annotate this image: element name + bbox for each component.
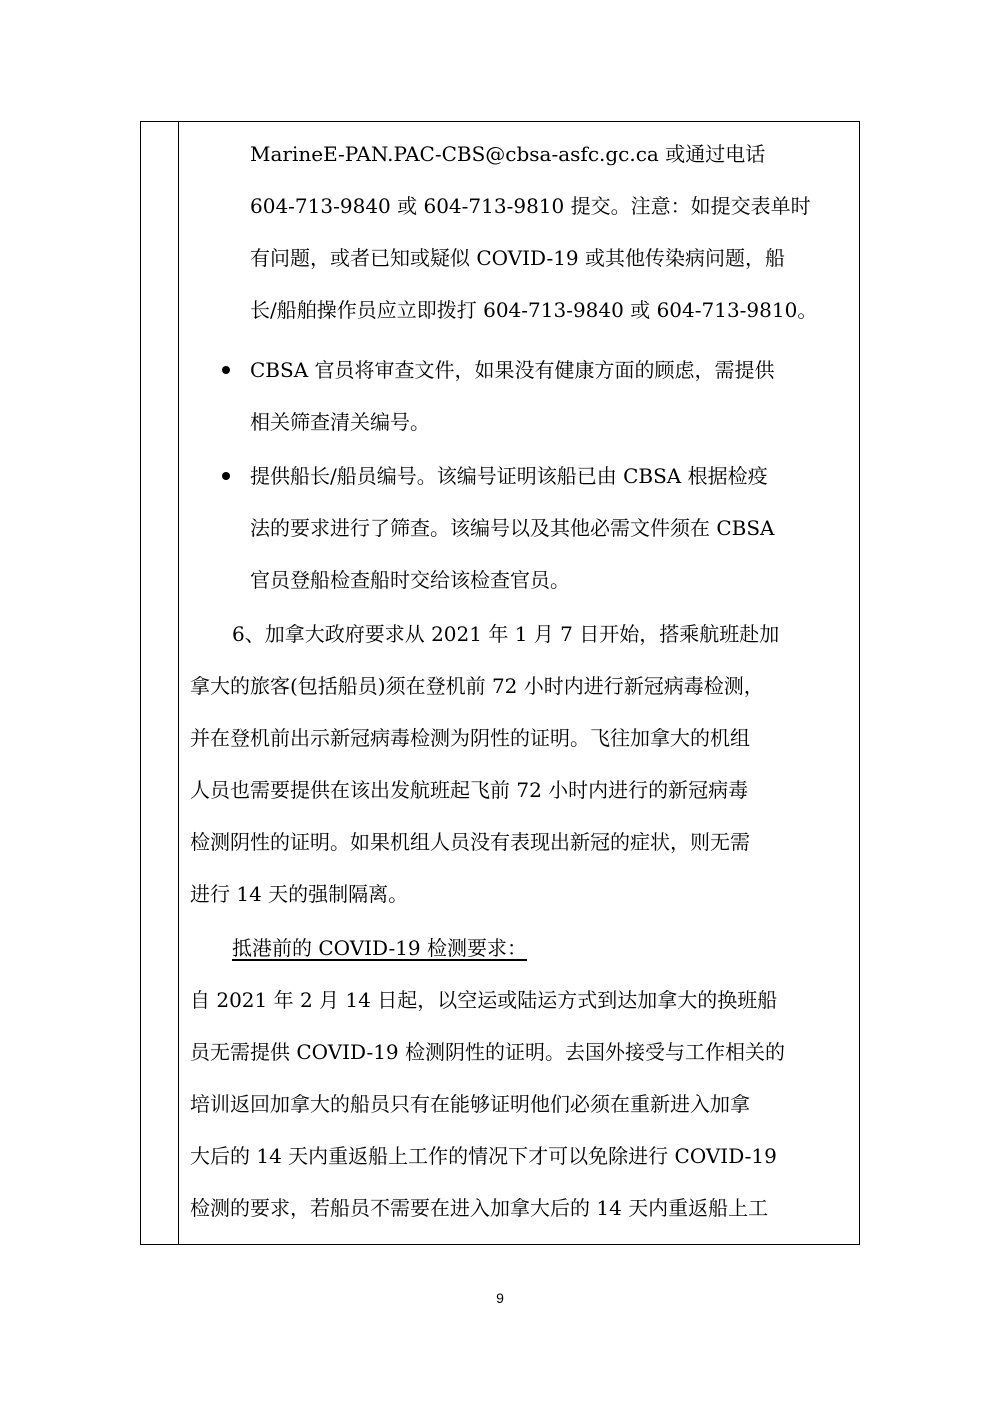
text-line: 604-713-9840 或 604-713-9810 提交。注意：如提交表单时 (250, 194, 811, 218)
paragraph-line: 大后的 14 天内重返船上工作的情况下才可以免除进行 COVID-19 (190, 1144, 777, 1168)
section6-line: 检测阴性的证明。如果机组人员没有表现出新冠的症状，则无需 (190, 830, 750, 854)
section6-line: 并在登机前出示新冠病毒检测为阴性的证明。飞往加拿大的机组 (190, 726, 750, 750)
bullet-text-line: 相关筛查清关编号。 (250, 410, 430, 434)
paragraph-line: 自 2021 年 2 月 14 日起，以空运或陆运方式到达加拿大的换班船 (190, 988, 778, 1012)
bullet-icon (222, 472, 230, 480)
page-number: 9 (496, 1290, 504, 1306)
subheading: 抵港前的 COVID-19 检测要求： (232, 936, 528, 960)
bullet-text-line: CBSA 官员将审查文件，如果没有健康方面的顾虑，需提供 (250, 358, 775, 382)
text-line: MarineE-PAN.PAC-CBS@cbsa-asfc.gc.ca 或通过电话 (250, 142, 766, 166)
text-line: 长/船舶操作员应立即拨打 604-713-9840 或 604-713-9810。 (250, 298, 818, 322)
section6-line: 进行 14 天的强制隔离。 (190, 882, 409, 906)
bullet-text-line: 官员登船检查船时交给该检查官员。 (250, 568, 570, 592)
section6-line: 人员也需要提供在该出发航班起飞前 72 小时内进行的新冠病毒 (190, 778, 749, 802)
bullet-icon (222, 366, 230, 374)
paragraph-line: 培训返回加拿大的船员只有在能够证明他们必须在重新进入加拿 (190, 1092, 750, 1116)
text-line: 有问题，或者已知或疑似 COVID-19 或其他传染病问题，船 (250, 246, 786, 270)
section6-line: 6、加拿大政府要求从 2021 年 1 月 7 日开始，搭乘航班赴加 (232, 622, 780, 646)
table-column-divider (178, 121, 179, 1245)
paragraph-line: 员无需提供 COVID-19 检测阴性的证明。去国外接受与工作相关的 (190, 1040, 786, 1064)
section6-line: 拿大的旅客(包括船员)须在登机前 72 小时内进行新冠病毒检测， (190, 674, 764, 698)
bullet-text-line: 法的要求进行了筛查。该编号以及其他必需文件须在 CBSA (250, 516, 775, 540)
paragraph-line: 检测的要求，若船员不需要在进入加拿大后的 14 天内重返船上工 (190, 1196, 769, 1220)
bullet-text-line: 提供船长/船员编号。该编号证明该船已由 CBSA 根据检疫 (250, 464, 768, 488)
